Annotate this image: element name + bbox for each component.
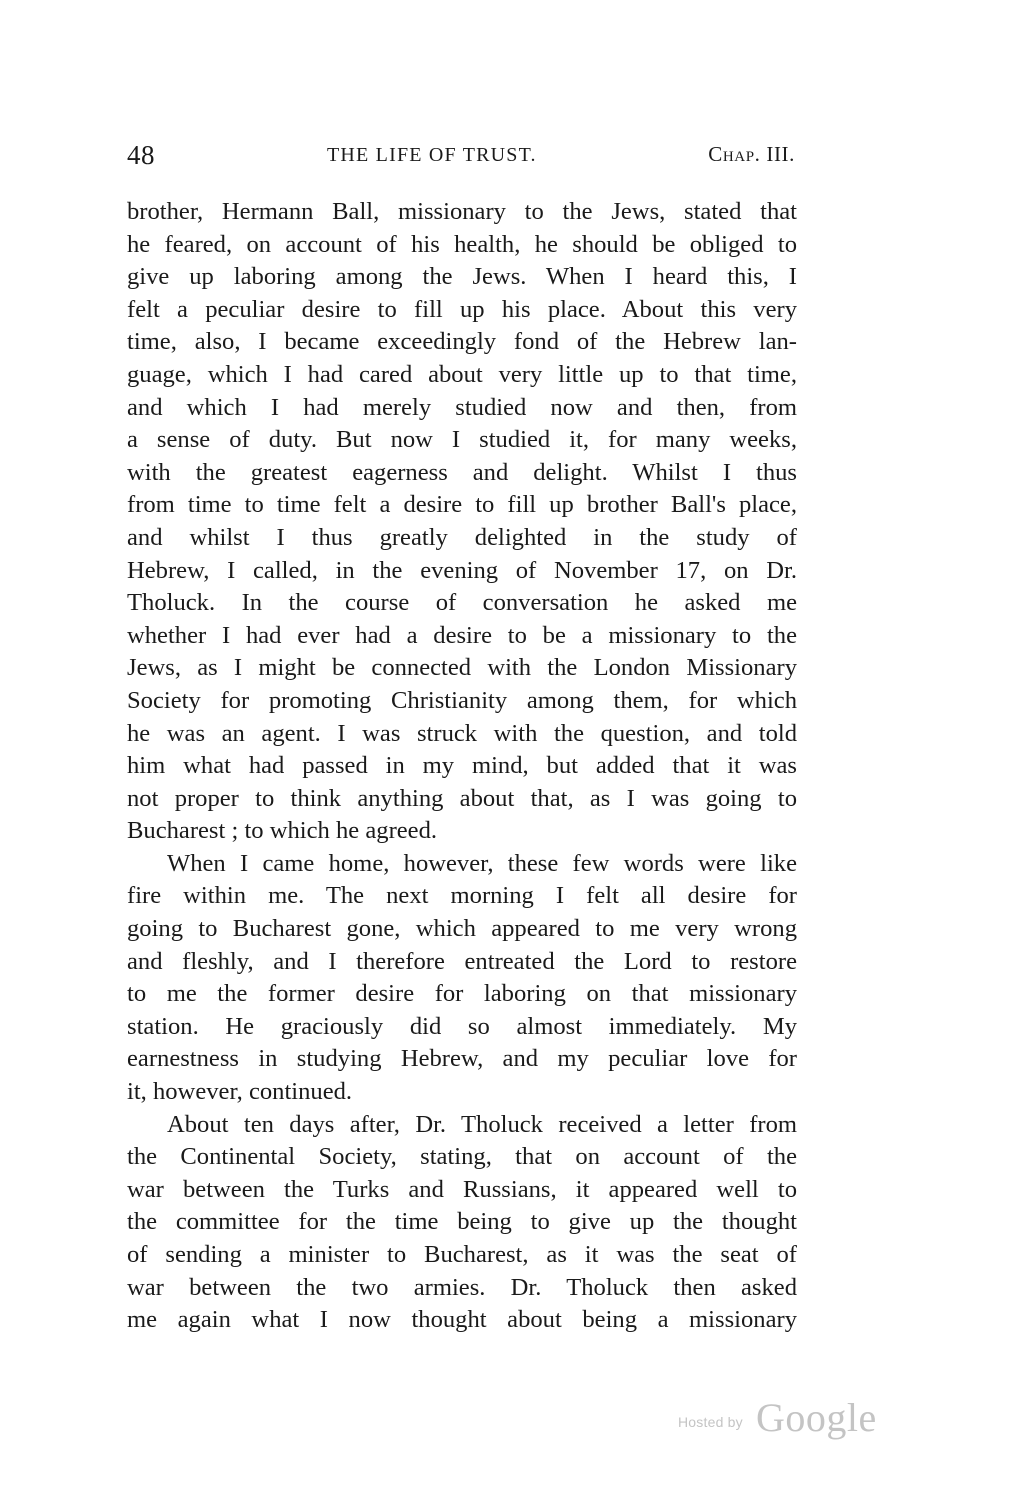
paragraph-3 <box>127 1109 797 1337</box>
text-line: war between the two armies. Dr. Tholuck then asked <box>127 1273 797 1301</box>
text-line: to me the former desire for laboring on that missionary <box>127 980 797 1008</box>
body-text <box>127 196 797 1337</box>
text-line: the committee for the time being to give up the thought <box>127 1208 797 1236</box>
google-watermark <box>678 1396 888 1446</box>
text-line: going to Bucharest gone, which appeared to me very wrong <box>127 915 797 943</box>
text-line: About ten days after, Dr. Tholuck received a letter from <box>167 1110 797 1138</box>
text-line: Jews, as I might be connected with the London Missionary <box>127 654 797 682</box>
text-line: When I came home, however, these few words were like <box>167 849 797 877</box>
text-line: fire within me. The next morning I felt all desire for <box>127 882 797 910</box>
text-line: brother, Hermann Ball, missionary to the Jews, stated that <box>127 198 797 225</box>
text-line: with the greatest eagerness and delight. Whilst I thus <box>127 458 797 486</box>
text-line: me again what I now thought about being a missionary <box>127 1306 797 1334</box>
text-line: whether I had ever had a desire to be a missionary to the <box>127 621 797 649</box>
text-line: earnestness in studying Hebrew, and my peculiar love for <box>127 1045 797 1073</box>
text-line: and whilst I thus greatly delighted in the study of <box>127 523 797 551</box>
book-title: THE LIFE OF TRUST. <box>327 144 537 166</box>
text-line: he was an agent. I was struck with the question, and told <box>127 719 797 747</box>
text-line: felt a peculiar desire to fill up his place. About this very <box>127 295 797 323</box>
text-line: him what had passed in my mind, but added that it was <box>127 752 797 780</box>
text-line: give up laboring among the Jews. When I heard this, I <box>127 263 797 291</box>
text-line: Tholuck. In the course of conversation he asked me <box>127 589 797 617</box>
text-line: the Continental Society, stating, that on account of the <box>127 1143 797 1171</box>
text-line: Bucharest ; to which he agreed. <box>127 817 438 845</box>
text-line: he feared, on account of his health, he should be obliged to <box>127 230 797 258</box>
text-line: guage, which I had cared about very little up to that time, <box>127 360 797 388</box>
text-line: of sending a minister to Bucharest, as it was the seat of <box>127 1241 797 1268</box>
text-line: and which I had merely studied now and then, from <box>127 393 797 421</box>
running-head <box>127 140 795 174</box>
text-line: a sense of duty. But now I studied it, for many weeks, <box>127 426 797 454</box>
text-line: station. He graciously did so almost immediately. My <box>127 1012 797 1040</box>
paragraph-2 <box>127 848 797 1109</box>
chapter-label: Chap. III. <box>708 142 795 166</box>
text-line: and fleshly, and I therefore entreated the Lord to restore <box>127 947 797 975</box>
text-line: from time to time felt a desire to fill up brother Ball's place, <box>127 491 797 519</box>
page-number: 48 <box>127 140 155 170</box>
text-line: Hebrew, I called, in the evening of November 17, on Dr. <box>127 556 797 584</box>
hosted-by-label: Hosted by <box>678 1414 743 1430</box>
text-line: not proper to think anything about that, as I was going to <box>127 784 797 812</box>
text-line: Society for promoting Christianity among them, for which <box>127 686 797 714</box>
text-line: time, also, I became exceedingly fond of the Hebrew lan- <box>127 328 797 356</box>
paragraph-1 <box>127 196 797 848</box>
google-logo: Google <box>756 1395 877 1440</box>
text-line: it, however, continued. <box>127 1078 353 1106</box>
text-line: war between the Turks and Russians, it appeared well to <box>127 1175 797 1203</box>
